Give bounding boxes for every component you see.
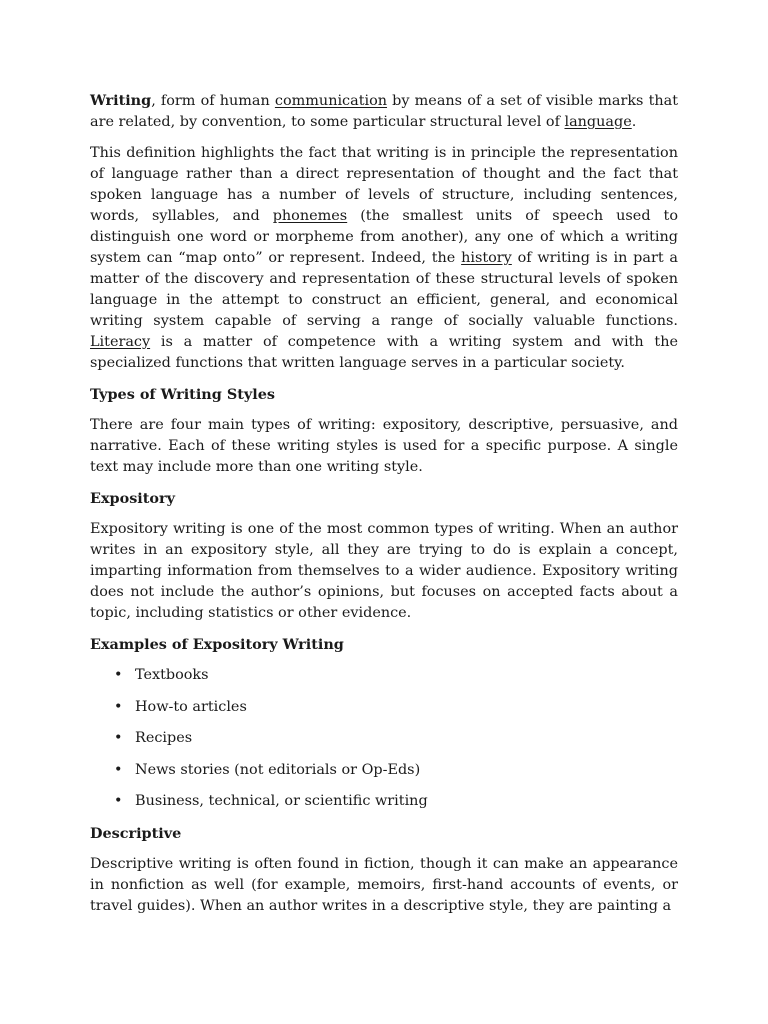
list-item-text: How-to articles	[135, 698, 247, 715]
bullet-icon: •	[114, 667, 123, 683]
definition-text-4: is a matter of competence with a writing system and with the specialized functions that written language serves in a particular society.	[90, 334, 678, 371]
bullet-icon: •	[114, 761, 123, 778]
descriptive-paragraph: Descriptive writing is often found in fiction, though it can make an appearance in nonfiction as well (for example, memoirs, first-hand accounts of events, or travel guides). When an author writes in a descriptive style, they are painting a	[90, 855, 678, 914]
list-item	[90, 665, 678, 686]
link-phonemes[interactable]: phonemes	[272, 208, 348, 224]
list-item-text: News stories (not editorials or Op-Eds)	[135, 761, 421, 778]
expository-examples-list	[90, 665, 678, 812]
link-history[interactable]: history	[461, 250, 512, 266]
document-page	[90, 90, 678, 927]
bullet-icon: •	[114, 730, 123, 746]
bullet-icon: •	[114, 793, 123, 809]
list-item-text: Recipes	[135, 730, 193, 746]
list-item	[90, 697, 678, 718]
list-item-text: Business, technical, or scientific writing	[135, 793, 428, 809]
intro-text-3: .	[631, 114, 637, 130]
heading-examples-of-expository-writing: Examples of Expository Writing	[90, 636, 344, 653]
link-language[interactable]: language	[564, 114, 632, 130]
definition-text-1: This definition highlights the fact that writing is in principle the representation of language rather than a direct representation of thought and the fact that spoken language has a number of levels of structure, including sentences, words, syllables, and	[90, 145, 678, 224]
list-item-text: Textbooks	[135, 667, 209, 683]
list-item	[90, 728, 678, 749]
heading-types-of-writing-styles: Types of Writing Styles	[90, 386, 275, 403]
definition-text-3: of writing is in part a matter of the discovery and representation of these structural levels of spoken language in the attempt to construct an efficient, general, and economical writing system capable of serving a range of socially valuable functions.	[90, 250, 678, 329]
heading-expository: Expository	[90, 490, 175, 507]
definition-paragraph	[90, 143, 678, 374]
bullet-icon: •	[114, 698, 123, 715]
expository-paragraph: Expository writing is one of the most common types of writing. When an author writes in an expository style, all they are trying to do is explain a concept, imparting information from themselves to a wider audience. Expository writing does not include the author’s opinions, but focuses on accepted facts about a topic, including statistics or other evidence.	[90, 521, 678, 621]
heading-descriptive: Descriptive	[90, 824, 182, 842]
intro-text-2: by means of a set of visible marks that are related, by convention, to some particular structural level of	[90, 93, 678, 130]
list-item	[90, 760, 678, 781]
intro-paragraph	[90, 90, 678, 133]
list-item	[90, 791, 678, 812]
types-paragraph: There are four main types of writing: expository, descriptive, persuasive, and narrative. Each of these writing styles is used for a specific purpose. A single text may include more than one writing style.	[90, 417, 678, 475]
link-literacy[interactable]: Literacy	[90, 334, 151, 350]
term-writing: Writing	[90, 92, 152, 109]
link-communication[interactable]: communication	[274, 93, 388, 109]
intro-text-1: , form of human	[151, 93, 275, 109]
definition-text-2: (the smallest units of speech used to distinguish one word or morpheme from another), any one of which a writing system can “map onto” or represent. Indeed, the	[90, 208, 678, 266]
